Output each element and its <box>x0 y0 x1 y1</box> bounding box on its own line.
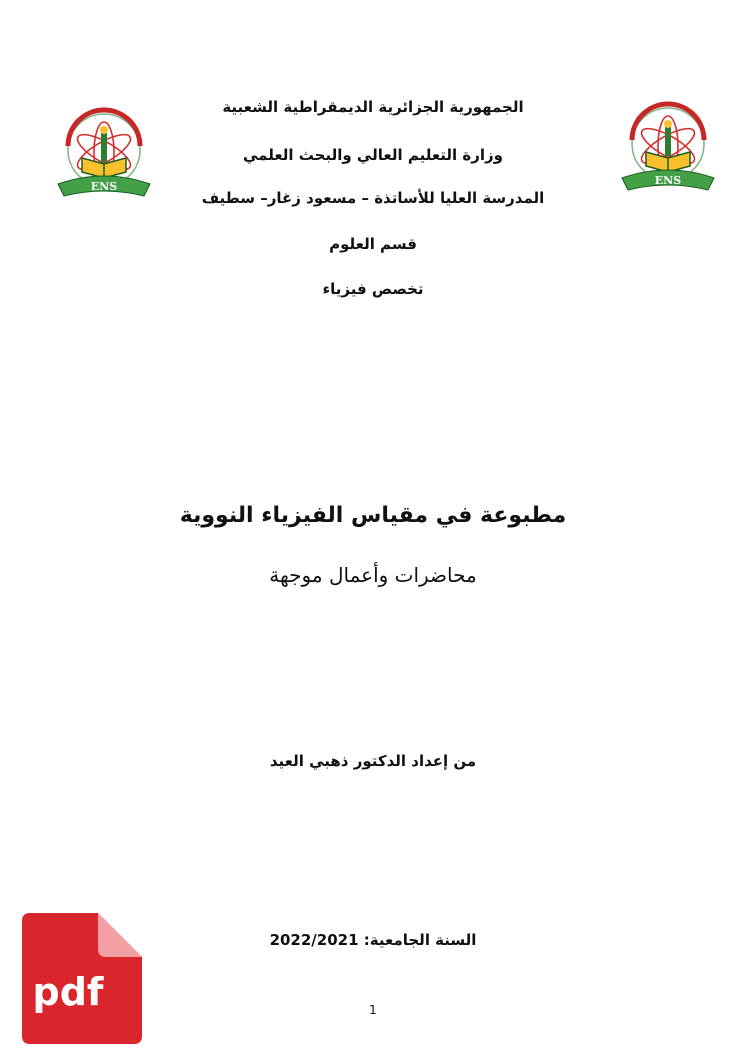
header-ministry: وزارة التعليم العالي والبحث العلمي <box>242 146 504 164</box>
page-number: 1 <box>369 1003 377 1017</box>
header-department: قسم العلوم <box>329 235 417 253</box>
pdf-badge-label: pdf <box>32 970 104 1014</box>
author-line: من إعداد الدكتور ذهبي العيد <box>269 752 477 770</box>
academic-year: السنة الجامعية: 2022/2021 <box>269 931 477 949</box>
header-school: المدرسة العليا للأساتذة – مسعود زغار– سطيف <box>201 189 545 207</box>
pdf-file-icon[interactable] <box>22 913 142 1044</box>
document-subtitle: محاضرات وأعمال موجهة <box>269 563 477 587</box>
svg-text:ECOLE NORMALE: ECOLE NORMALE <box>86 195 122 200</box>
svg-text:ECOLE NORMALE: ECOLE NORMALE <box>650 189 686 194</box>
document-title: مطبوعة في مقياس الفيزياء النووية <box>179 503 567 528</box>
header-republic: الجمهورية الجزائرية الديمقراطية الشعبية <box>222 98 524 116</box>
logo-banner-text: ENS <box>90 180 118 193</box>
logo-banner-text: ENS <box>654 174 682 187</box>
header-specialty: تخصص فيزياء <box>322 280 424 298</box>
